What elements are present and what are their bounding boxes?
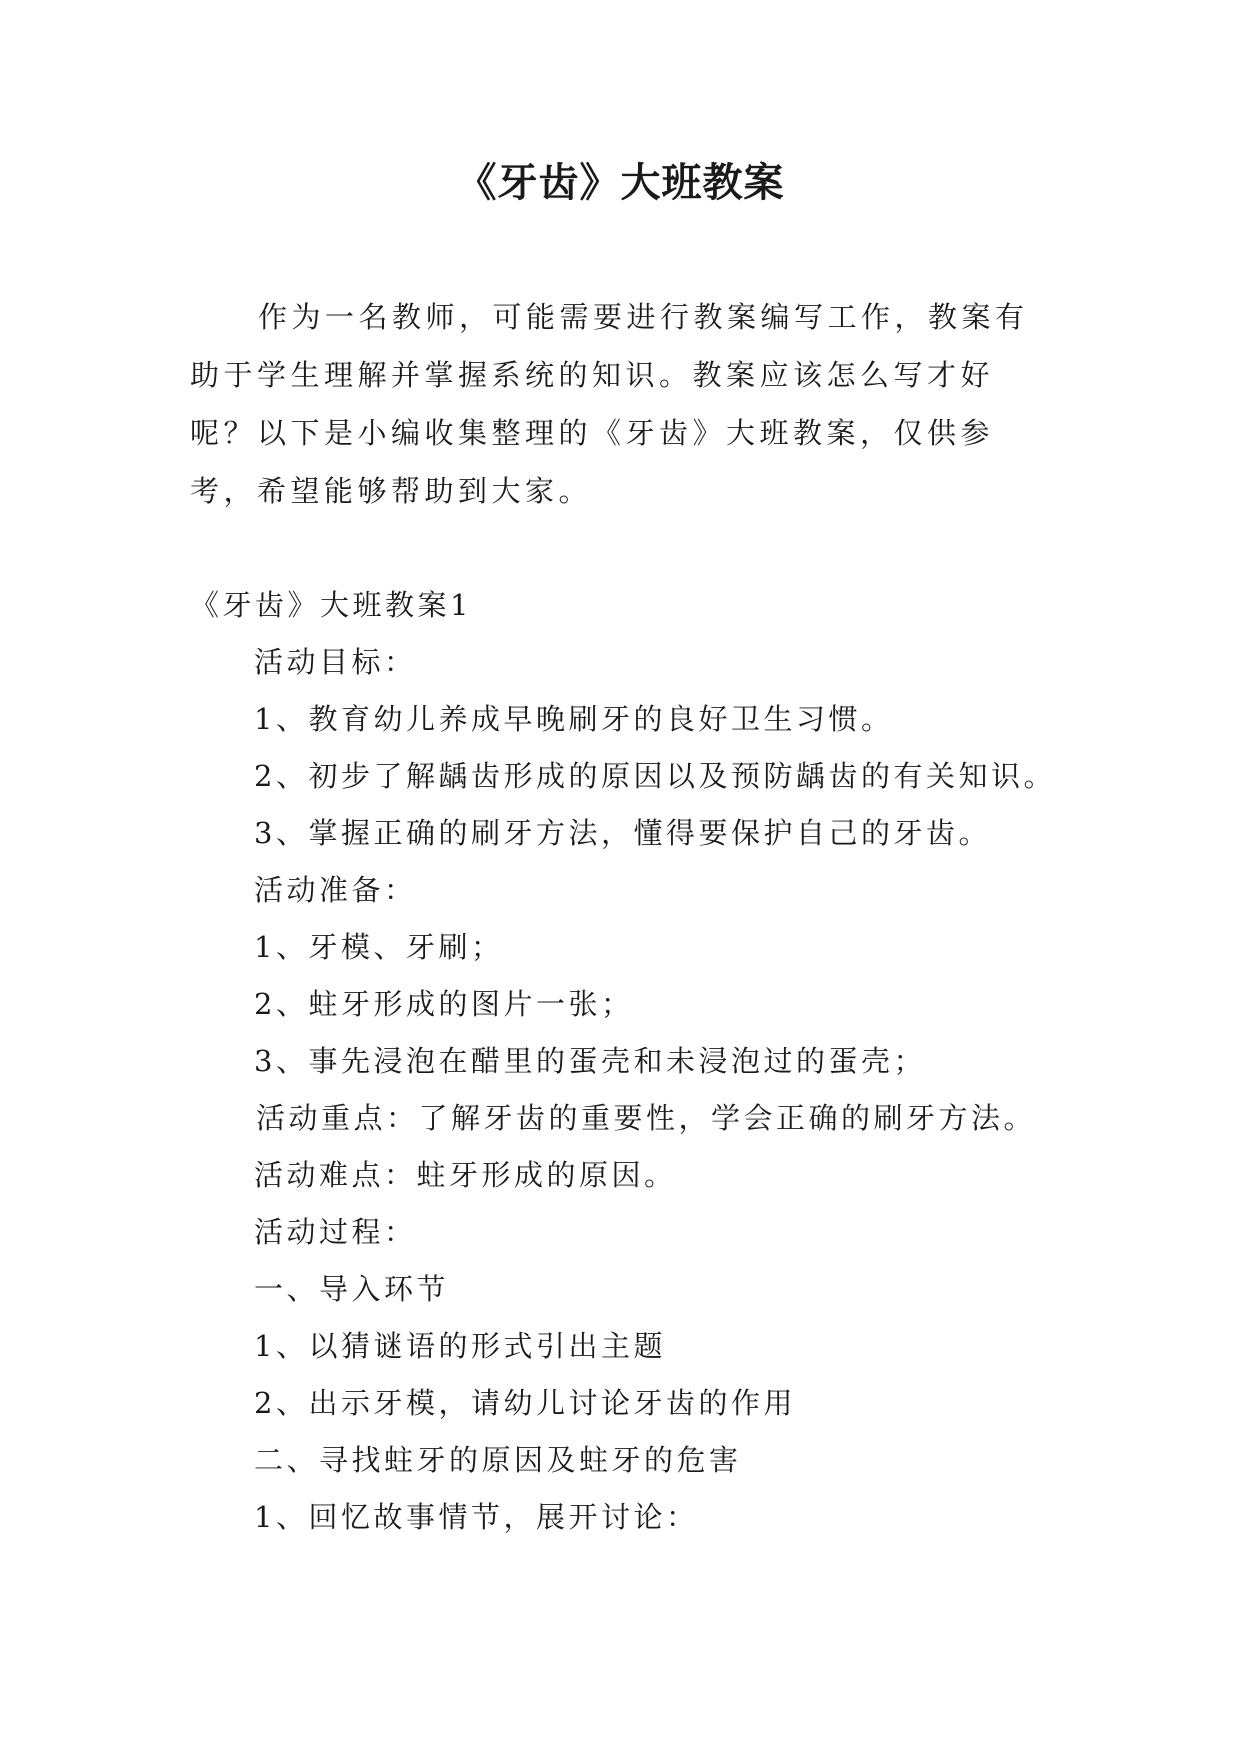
body-line: 活动准备： [254,873,417,907]
body-line: 1、回忆故事情节，展开讨论： [254,1500,699,1534]
body-line: 3、事先浸泡在醋里的蛋壳和未浸泡过的蛋壳； [254,1044,926,1078]
body-line: 3、掌握正确的刷牙方法，懂得要保护自己的牙齿。 [254,816,991,850]
body-line: 2、蛀牙形成的图片一张； [254,987,634,1021]
body-line: 1、以猜谜语的形式引出主题 [254,1329,666,1363]
document-title: 《牙齿》大班教案 [456,160,785,206]
intro-paragraph: 作为一名教师，可能需要进行教案编写工作，教案有助于学生理解并掌握系统的知识。教案应该怎么写才好呢？以下是小编收集整理的《牙齿》大班教案，仅供参考，希望能够帮助到大家。 [190,300,1029,508]
body-line: 活动目标： [254,645,417,679]
body-line: 2、出示牙模，请幼儿讨论牙齿的作用 [254,1386,796,1420]
body-line: 活动重点：了解牙齿的重要性，学会正确的刷牙方法。 [256,1101,1037,1135]
body-line: 二、寻找蛀牙的原因及蛀牙的危害 [254,1443,742,1477]
section-heading: 《牙齿》大班教案1 [190,588,472,622]
body-line: 活动难点：蛀牙形成的原因。 [254,1158,677,1192]
body-line: 活动过程： [254,1215,417,1249]
body-line: 1、教育幼儿养成早晚刷牙的良好卫生习惯。 [254,702,894,736]
body-line: 1、牙模、牙刷； [254,930,504,964]
body-line: 2、初步了解龋齿形成的原因以及预防龋齿的有关知识。 [254,759,1056,793]
body-line: 一、导入环节 [254,1272,450,1306]
